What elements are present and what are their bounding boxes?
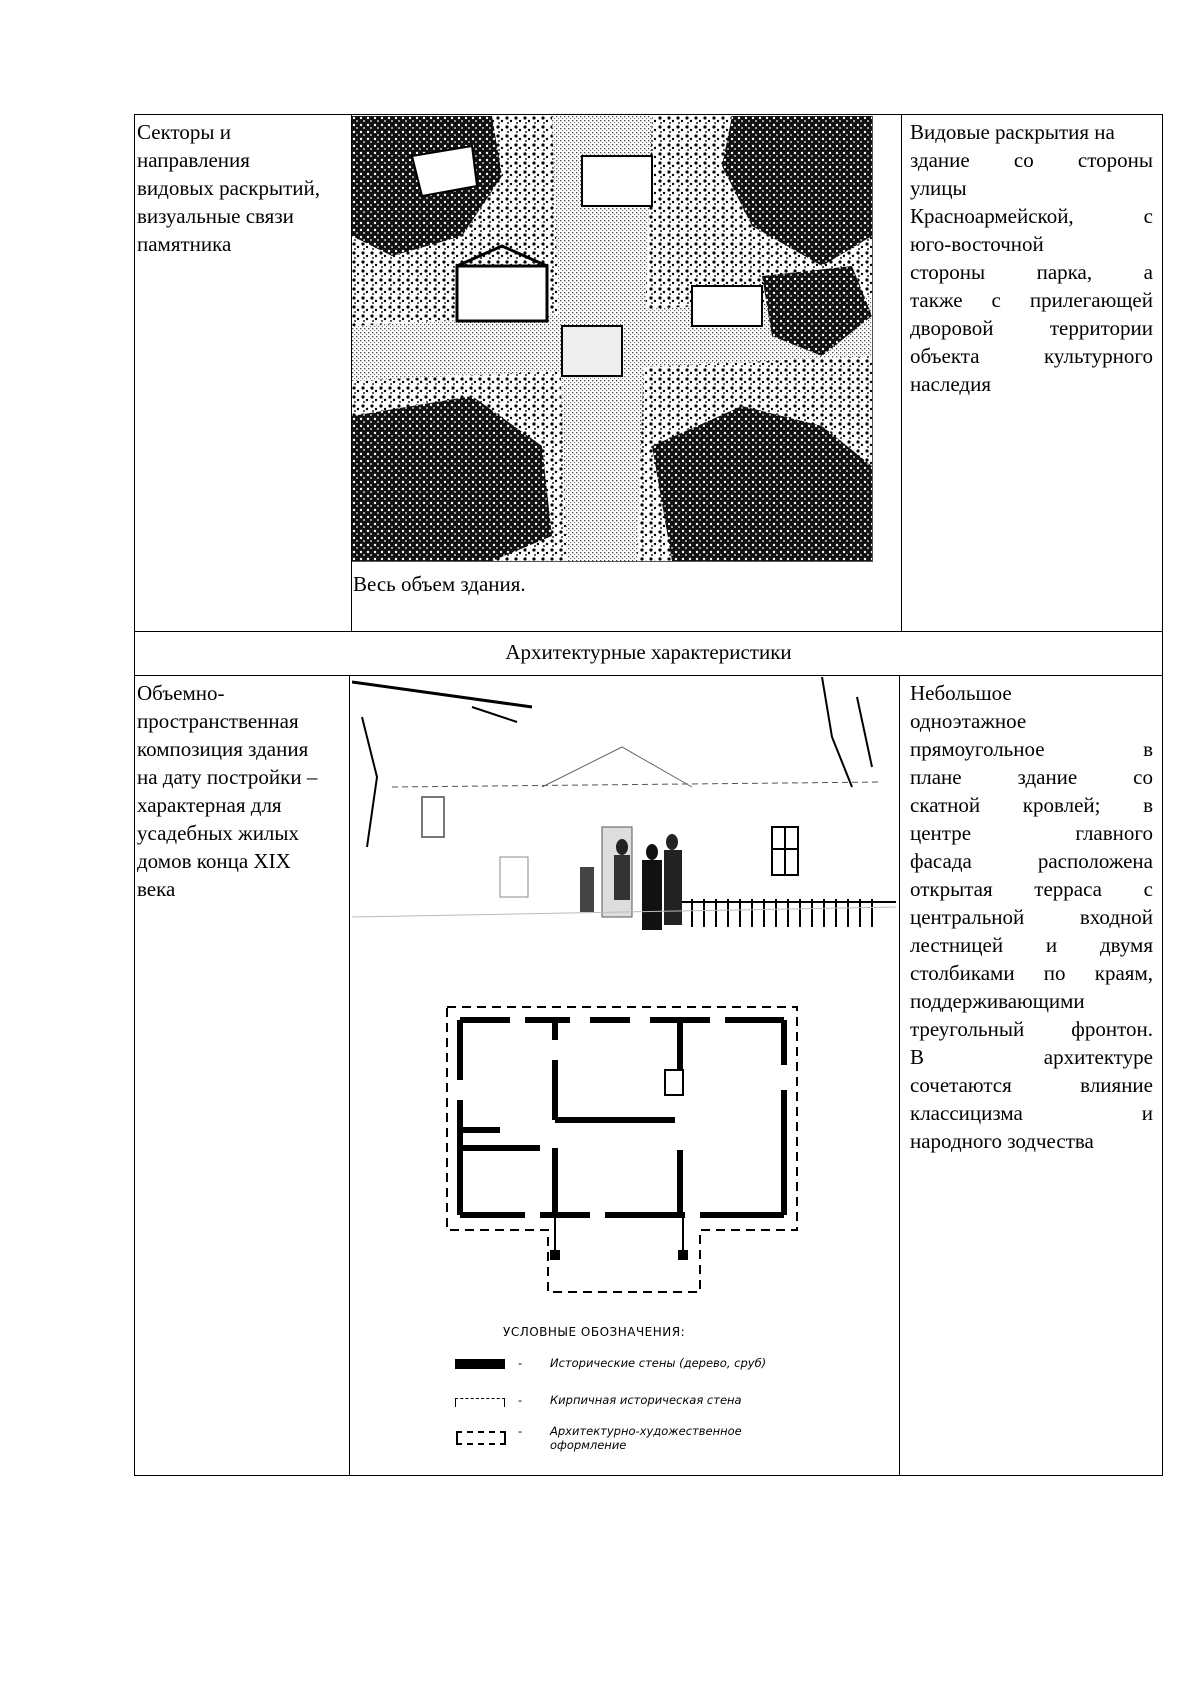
table-border-left: [134, 114, 135, 1476]
row1-desc-line: юго-восточной: [910, 232, 1044, 256]
legend-dash-1: -: [518, 1356, 523, 1370]
row1-label-line: Секторы и: [137, 120, 232, 144]
row2-description: [910, 679, 1153, 1155]
row2-desc-line: классицизма и: [910, 1101, 1153, 1125]
row2-desc-line: плане здание со: [910, 765, 1153, 789]
table-border-bottom: [134, 1475, 1163, 1476]
row1-desc-line: стороны парка, а: [910, 260, 1153, 284]
row2-label-line: Объемно-: [137, 681, 225, 705]
legend-title: УСЛОВНЫЕ ОБОЗНАЧЕНИЯ:: [503, 1325, 686, 1339]
section-header: Архитектурные характеристики: [505, 640, 792, 664]
row2-desc-line: одноэтажное: [910, 709, 1027, 733]
row1-desc-line: наследия: [910, 372, 991, 396]
row1-desc-line: также с прилегающей: [910, 288, 1153, 312]
row1-desc-line: улицы: [910, 176, 967, 200]
row1-description: [910, 118, 1153, 398]
row2-label-line: пространственная: [137, 709, 299, 733]
historic-wood-wall-symbol: [455, 1359, 505, 1369]
row1-label-line: направления: [137, 148, 250, 172]
col-divider-2-row1: [901, 114, 902, 631]
brick-wall-symbol: [455, 1398, 505, 1407]
row2-desc-line: лестницей и двумя: [910, 933, 1153, 957]
row2-desc-line: поддерживающими: [910, 989, 1085, 1013]
legend-dash-3: -: [518, 1424, 523, 1438]
historic-facade-photo: [352, 677, 896, 987]
table-border-top: [134, 114, 1163, 115]
row2-desc-line: прямоугольное в: [910, 737, 1153, 761]
row2-desc-line: центре главного: [910, 821, 1153, 845]
row2-desc-line: Небольшое: [910, 681, 1012, 705]
header-bottom-line: [134, 675, 1163, 676]
legend-item-3-line1: Архитектурно-художественное: [550, 1424, 742, 1438]
table-border-right: [1162, 114, 1163, 1476]
row2-desc-line: открытая терраса с: [910, 877, 1153, 901]
row1-desc-line: Видовые раскрытия на: [910, 120, 1115, 144]
row1-label-line: видовых раскрытий,: [137, 176, 320, 200]
photo-caption: Весь объем здания.: [353, 572, 526, 596]
row1-label-line: памятника: [137, 232, 232, 256]
aerial-photo: [352, 116, 873, 562]
row2-desc-line: треугольный фронтон.: [910, 1017, 1153, 1041]
row2-desc-line: центральной входной: [910, 905, 1153, 929]
row2-label-line: века: [137, 877, 176, 901]
row2-label: [137, 679, 347, 903]
floor-plan: [440, 1000, 810, 1300]
row1-label: [137, 118, 349, 258]
row2-desc-line: народного зодчества: [910, 1129, 1094, 1153]
row2-desc-line: столбиками по краям,: [910, 961, 1153, 985]
row1-desc-line: здание со стороны: [910, 148, 1153, 172]
col-divider-1-row2: [349, 675, 350, 1475]
row1-desc-line: объекта культурного: [910, 344, 1153, 368]
col-divider-2-row2: [899, 675, 900, 1475]
row2-desc-line: фасада расположена: [910, 849, 1153, 873]
row2-label-line: усадебных жилых: [137, 821, 300, 845]
row2-desc-line: скатной кровлей; в: [910, 793, 1153, 817]
row2-desc-line: сочетаются влияние: [910, 1073, 1153, 1097]
decoration-symbol: [456, 1431, 506, 1445]
facade-photo-drawing: [352, 677, 896, 987]
legend-dash-2: -: [518, 1393, 523, 1407]
legend-item-3-line2: оформление: [550, 1438, 627, 1452]
row2-label-line: композиция здания: [137, 737, 309, 761]
floor-plan-drawing: [440, 1000, 810, 1300]
row1-desc-line: дворовой территории: [910, 316, 1153, 340]
legend-item-1: Исторические стены (дерево, сруб): [550, 1356, 767, 1370]
row1-label-line: визуальные связи: [137, 204, 294, 228]
legend-item-3: [550, 1424, 742, 1452]
row2-desc-line: В архитектуре: [910, 1045, 1153, 1069]
row2-label-line: характерная для: [137, 793, 282, 817]
row2-label-line: домов конца XIX: [137, 849, 291, 873]
aerial-photo-drawing: [352, 116, 872, 561]
legend-item-2: Кирпичная историческая стена: [550, 1393, 742, 1407]
row1-bottom-line: [134, 631, 1163, 632]
row1-desc-line: Красноармейской, с: [910, 204, 1153, 228]
row2-label-line: на дату постройки –: [137, 765, 318, 789]
